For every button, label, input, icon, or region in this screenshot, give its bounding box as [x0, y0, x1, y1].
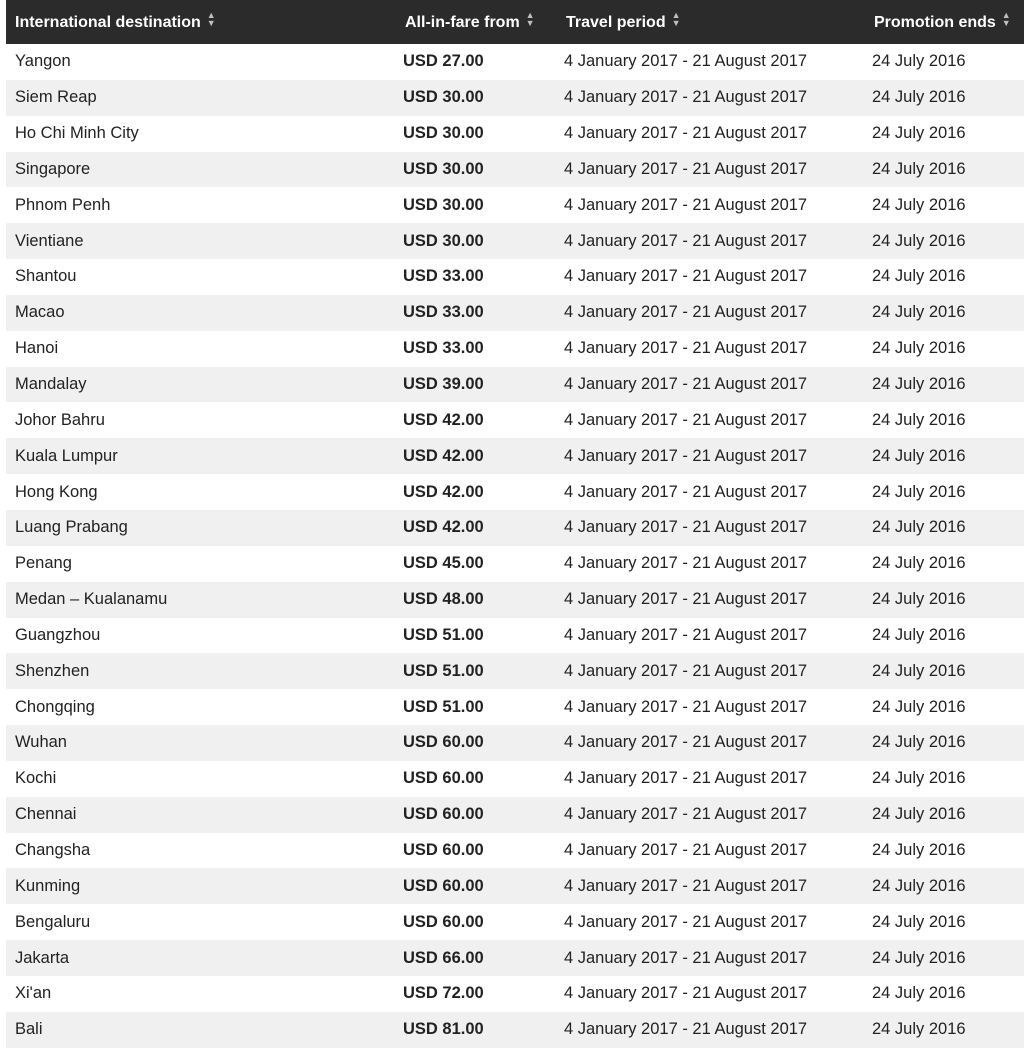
- travel-period-cell: 4 January 2017 - 21 August 2017: [564, 88, 808, 107]
- travel-period-cell: 4 January 2017 - 21 August 2017: [564, 876, 808, 895]
- promotion-ends-cell: 24 July 2016: [872, 410, 966, 429]
- fare-cell: USD 60.00: [403, 805, 484, 824]
- table-row: [6, 868, 1024, 904]
- fare-cell: USD 42.00: [403, 446, 484, 465]
- column-header-label: Promotion ends: [874, 14, 996, 31]
- promotion-ends-cell: 24 July 2016: [872, 948, 966, 967]
- fare-cell: USD 33.00: [403, 339, 484, 358]
- fare-cell: USD 30.00: [403, 195, 484, 214]
- travel-period-cell: 4 January 2017 - 21 August 2017: [564, 948, 808, 967]
- table-row: [6, 367, 1024, 403]
- fare-cell: USD 27.00: [403, 52, 484, 71]
- fare-cell: USD 30.00: [403, 231, 484, 250]
- destination-cell: Kochi: [15, 769, 57, 788]
- table-row: [6, 80, 1024, 116]
- table-row: [6, 187, 1024, 223]
- table-row: [6, 833, 1024, 869]
- destination-cell: Macao: [15, 303, 65, 322]
- table-row: [6, 904, 1024, 940]
- table-row: [6, 152, 1024, 188]
- table-row: [6, 940, 1024, 976]
- promotion-ends-cell: 24 July 2016: [872, 733, 966, 752]
- destination-cell: Vientiane: [15, 231, 84, 250]
- sort-icon[interactable]: ▲ ▼: [525, 10, 535, 28]
- travel-period-cell: 4 January 2017 - 21 August 2017: [564, 303, 808, 322]
- fare-cell: USD 66.00: [403, 948, 484, 967]
- table-row: [6, 976, 1024, 1012]
- travel-period-cell: 4 January 2017 - 21 August 2017: [564, 339, 808, 358]
- fare-cell: USD 51.00: [403, 661, 484, 680]
- destination-cell: Siem Reap: [15, 88, 97, 107]
- table-row: [6, 402, 1024, 438]
- fare-cell: USD 60.00: [403, 769, 484, 788]
- promotion-ends-cell: 24 July 2016: [872, 661, 966, 680]
- destination-cell: Bali: [15, 1020, 43, 1039]
- destination-cell: Mandalay: [15, 375, 87, 394]
- promotion-ends-cell: 24 July 2016: [872, 375, 966, 394]
- column-header-label: Travel period: [566, 14, 666, 31]
- promotion-ends-cell: 24 July 2016: [872, 482, 966, 501]
- promotion-ends-cell: 24 July 2016: [872, 697, 966, 716]
- table-row: [6, 761, 1024, 797]
- fare-cell: USD 72.00: [403, 984, 484, 1003]
- table-row: [6, 474, 1024, 510]
- fare-cell: USD 60.00: [403, 840, 484, 859]
- table-row: [6, 510, 1024, 546]
- fare-cell: USD 51.00: [403, 697, 484, 716]
- destination-cell: Guangzhou: [15, 625, 101, 644]
- promotion-ends-cell: 24 July 2016: [872, 1020, 966, 1039]
- column-header-fare[interactable]: [405, 0, 535, 44]
- promotion-ends-cell: 24 July 2016: [872, 912, 966, 931]
- travel-period-cell: 4 January 2017 - 21 August 2017: [564, 410, 808, 429]
- promotion-ends-cell: 24 July 2016: [872, 840, 966, 859]
- fare-cell: USD 33.00: [403, 303, 484, 322]
- table-row: [6, 582, 1024, 618]
- fare-cell: USD 39.00: [403, 375, 484, 394]
- fare-cell: USD 60.00: [403, 876, 484, 895]
- promotion-ends-cell: 24 July 2016: [872, 625, 966, 644]
- fare-cell: USD 45.00: [403, 554, 484, 573]
- column-header-label: All-in-fare from: [405, 14, 520, 31]
- travel-period-cell: 4 January 2017 - 21 August 2017: [564, 984, 808, 1003]
- destination-cell: Singapore: [15, 159, 91, 178]
- fare-cell: USD 60.00: [403, 733, 484, 752]
- destination-cell: Kuala Lumpur: [15, 446, 118, 465]
- fare-cell: USD 51.00: [403, 625, 484, 644]
- travel-period-cell: 4 January 2017 - 21 August 2017: [564, 661, 808, 680]
- travel-period-cell: 4 January 2017 - 21 August 2017: [564, 625, 808, 644]
- fare-cell: USD 60.00: [403, 912, 484, 931]
- promotion-ends-cell: 24 July 2016: [872, 769, 966, 788]
- table-row: [6, 725, 1024, 761]
- promotion-ends-cell: 24 July 2016: [872, 590, 966, 609]
- table-row: [6, 331, 1024, 367]
- destination-cell: Changsha: [15, 840, 91, 859]
- promotion-ends-cell: 24 July 2016: [872, 805, 966, 824]
- travel-period-cell: 4 January 2017 - 21 August 2017: [564, 124, 808, 143]
- promotion-ends-cell: 24 July 2016: [872, 159, 966, 178]
- travel-period-cell: 4 January 2017 - 21 August 2017: [564, 805, 808, 824]
- promotion-ends-cell: 24 July 2016: [872, 267, 966, 286]
- column-header-promotion-ends[interactable]: [874, 0, 1011, 44]
- table-header: [6, 0, 1024, 44]
- fare-cell: USD 33.00: [403, 267, 484, 286]
- destination-cell: Wuhan: [15, 733, 67, 752]
- travel-period-cell: 4 January 2017 - 21 August 2017: [564, 840, 808, 859]
- table-row: [6, 689, 1024, 725]
- fare-cell: USD 30.00: [403, 159, 484, 178]
- promotion-ends-cell: 24 July 2016: [872, 124, 966, 143]
- travel-period-cell: 4 January 2017 - 21 August 2017: [564, 231, 808, 250]
- destination-cell: Xi'an: [15, 984, 52, 1003]
- destination-cell: Hong Kong: [15, 482, 98, 501]
- destination-cell: Chongqing: [15, 697, 95, 716]
- destination-cell: Penang: [15, 554, 72, 573]
- table-row: [6, 44, 1024, 80]
- travel-period-cell: 4 January 2017 - 21 August 2017: [564, 590, 808, 609]
- promotion-ends-cell: 24 July 2016: [872, 518, 966, 537]
- promotion-ends-cell: 24 July 2016: [872, 303, 966, 322]
- table-row: [6, 797, 1024, 833]
- fare-cell: USD 81.00: [403, 1020, 484, 1039]
- destination-cell: Phnom Penh: [15, 195, 111, 214]
- travel-period-cell: 4 January 2017 - 21 August 2017: [564, 375, 808, 394]
- table-row: [6, 653, 1024, 689]
- destination-cell: Medan – Kualanamu: [15, 590, 168, 609]
- table-row: [6, 546, 1024, 582]
- column-header-travel-period[interactable]: [566, 0, 681, 44]
- fare-cell: USD 42.00: [403, 518, 484, 537]
- travel-period-cell: 4 January 2017 - 21 August 2017: [564, 446, 808, 465]
- destination-cell: Shantou: [15, 267, 77, 286]
- travel-period-cell: 4 January 2017 - 21 August 2017: [564, 518, 808, 537]
- destination-cell: Kunming: [15, 876, 81, 895]
- sort-icon[interactable]: ▲ ▼: [671, 10, 681, 28]
- destination-cell: Chennai: [15, 805, 77, 824]
- promotion-ends-cell: 24 July 2016: [872, 984, 966, 1003]
- travel-period-cell: 4 January 2017 - 21 August 2017: [564, 769, 808, 788]
- travel-period-cell: 4 January 2017 - 21 August 2017: [564, 482, 808, 501]
- promotion-ends-cell: 24 July 2016: [872, 231, 966, 250]
- promotion-ends-cell: 24 July 2016: [872, 339, 966, 358]
- promotion-ends-cell: 24 July 2016: [872, 52, 966, 71]
- destination-cell: Shenzhen: [15, 661, 90, 680]
- table-body: [6, 44, 1024, 1048]
- destination-cell: Ho Chi Minh City: [15, 124, 139, 143]
- destination-cell: Yangon: [15, 52, 71, 71]
- fare-cell: USD 30.00: [403, 124, 484, 143]
- destination-cell: Johor Bahru: [15, 410, 105, 429]
- fare-cell: USD 42.00: [403, 482, 484, 501]
- destination-cell: Luang Prabang: [15, 518, 128, 537]
- table-row: [6, 116, 1024, 152]
- table-row: [6, 295, 1024, 331]
- table-row: [6, 618, 1024, 654]
- travel-period-cell: 4 January 2017 - 21 August 2017: [564, 1020, 808, 1039]
- column-header-label: International destination: [15, 14, 201, 31]
- column-header-destination[interactable]: [15, 0, 216, 44]
- destination-cell: Bengaluru: [15, 912, 91, 931]
- travel-period-cell: 4 January 2017 - 21 August 2017: [564, 159, 808, 178]
- fare-cell: USD 42.00: [403, 410, 484, 429]
- fare-cell: USD 48.00: [403, 590, 484, 609]
- table-row: [6, 259, 1024, 295]
- promotion-ends-cell: 24 July 2016: [872, 195, 966, 214]
- table-row: [6, 438, 1024, 474]
- promotion-ends-cell: 24 July 2016: [872, 554, 966, 573]
- destination-cell: Hanoi: [15, 339, 59, 358]
- travel-period-cell: 4 January 2017 - 21 August 2017: [564, 733, 808, 752]
- promotion-ends-cell: 24 July 2016: [872, 446, 966, 465]
- travel-period-cell: 4 January 2017 - 21 August 2017: [564, 195, 808, 214]
- table-row: [6, 1012, 1024, 1048]
- travel-period-cell: 4 January 2017 - 21 August 2017: [564, 52, 808, 71]
- destination-cell: Jakarta: [15, 948, 70, 967]
- sort-icon[interactable]: ▲ ▼: [1001, 10, 1011, 28]
- travel-period-cell: 4 January 2017 - 21 August 2017: [564, 697, 808, 716]
- travel-period-cell: 4 January 2017 - 21 August 2017: [564, 267, 808, 286]
- table-row: [6, 223, 1024, 259]
- promotion-ends-cell: 24 July 2016: [872, 88, 966, 107]
- fare-cell: USD 30.00: [403, 88, 484, 107]
- promotion-ends-cell: 24 July 2016: [872, 876, 966, 895]
- sort-icon[interactable]: ▲ ▼: [206, 10, 216, 28]
- travel-period-cell: 4 January 2017 - 21 August 2017: [564, 912, 808, 931]
- travel-period-cell: 4 January 2017 - 21 August 2017: [564, 554, 808, 573]
